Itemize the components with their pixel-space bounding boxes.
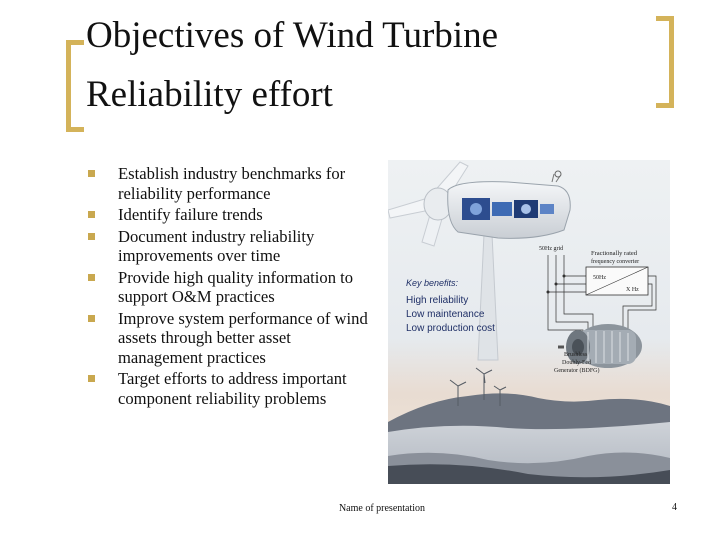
bullet-text: Establish industry benchmarks for reliability performance <box>118 164 346 203</box>
key-benefit-item: Low production cost <box>406 323 495 334</box>
key-benefit-item: High reliability <box>406 295 469 306</box>
footer-presentation-name: Name of presentation <box>338 503 426 514</box>
hz-label: 50Hz <box>593 275 606 281</box>
page-number: 4 <box>672 502 677 513</box>
slide-title <box>86 6 646 124</box>
key-benefits-heading: Key benefits: <box>406 278 459 288</box>
title-line-2: Reliability effort <box>86 74 333 115</box>
bullet-list <box>88 164 370 410</box>
bullet-item <box>88 268 370 307</box>
wind-turbine-picture <box>388 160 670 484</box>
x-hz-label: X Hz <box>626 287 639 293</box>
wind-turbine-illustration <box>388 160 670 484</box>
bullet-text: Provide high quality information to support O&M practices <box>118 267 354 306</box>
generator-label-2: Doubly-Fed <box>562 360 591 366</box>
bullet-text: Document industry reliability improvements over time <box>118 226 315 265</box>
bullet-text: Identify failure trends <box>118 205 263 224</box>
bullet-item <box>88 309 370 368</box>
converter-label-2: frequency converter <box>591 259 640 265</box>
title-bracket-right <box>656 16 674 108</box>
square-bullet-icon <box>88 211 95 218</box>
converter-label-1: Fractionally rated <box>591 250 638 257</box>
title-bracket-left <box>66 40 84 132</box>
bullet-item <box>88 164 370 203</box>
generator-label-1: Brushless <box>564 352 588 358</box>
key-benefit-item: Low maintenance <box>406 309 485 320</box>
bullet-item <box>88 205 370 225</box>
square-bullet-icon <box>88 315 95 322</box>
bullet-text: Target efforts to address important component reliability problems <box>118 369 347 408</box>
grid-label: 50Hz grid <box>539 246 564 252</box>
square-bullet-icon <box>88 274 95 281</box>
bullet-item <box>88 227 370 266</box>
generator-label-3: Generator (BDFG) <box>554 368 600 374</box>
square-bullet-icon <box>88 375 95 382</box>
bullet-item <box>88 369 370 408</box>
bullet-text: Improve system performance of wind assets through better asset management practices <box>118 308 368 367</box>
square-bullet-icon <box>88 233 95 240</box>
title-line-1: Objectives of Wind Turbine <box>86 15 499 56</box>
square-bullet-icon <box>88 170 95 177</box>
landscape-photo <box>388 393 670 484</box>
